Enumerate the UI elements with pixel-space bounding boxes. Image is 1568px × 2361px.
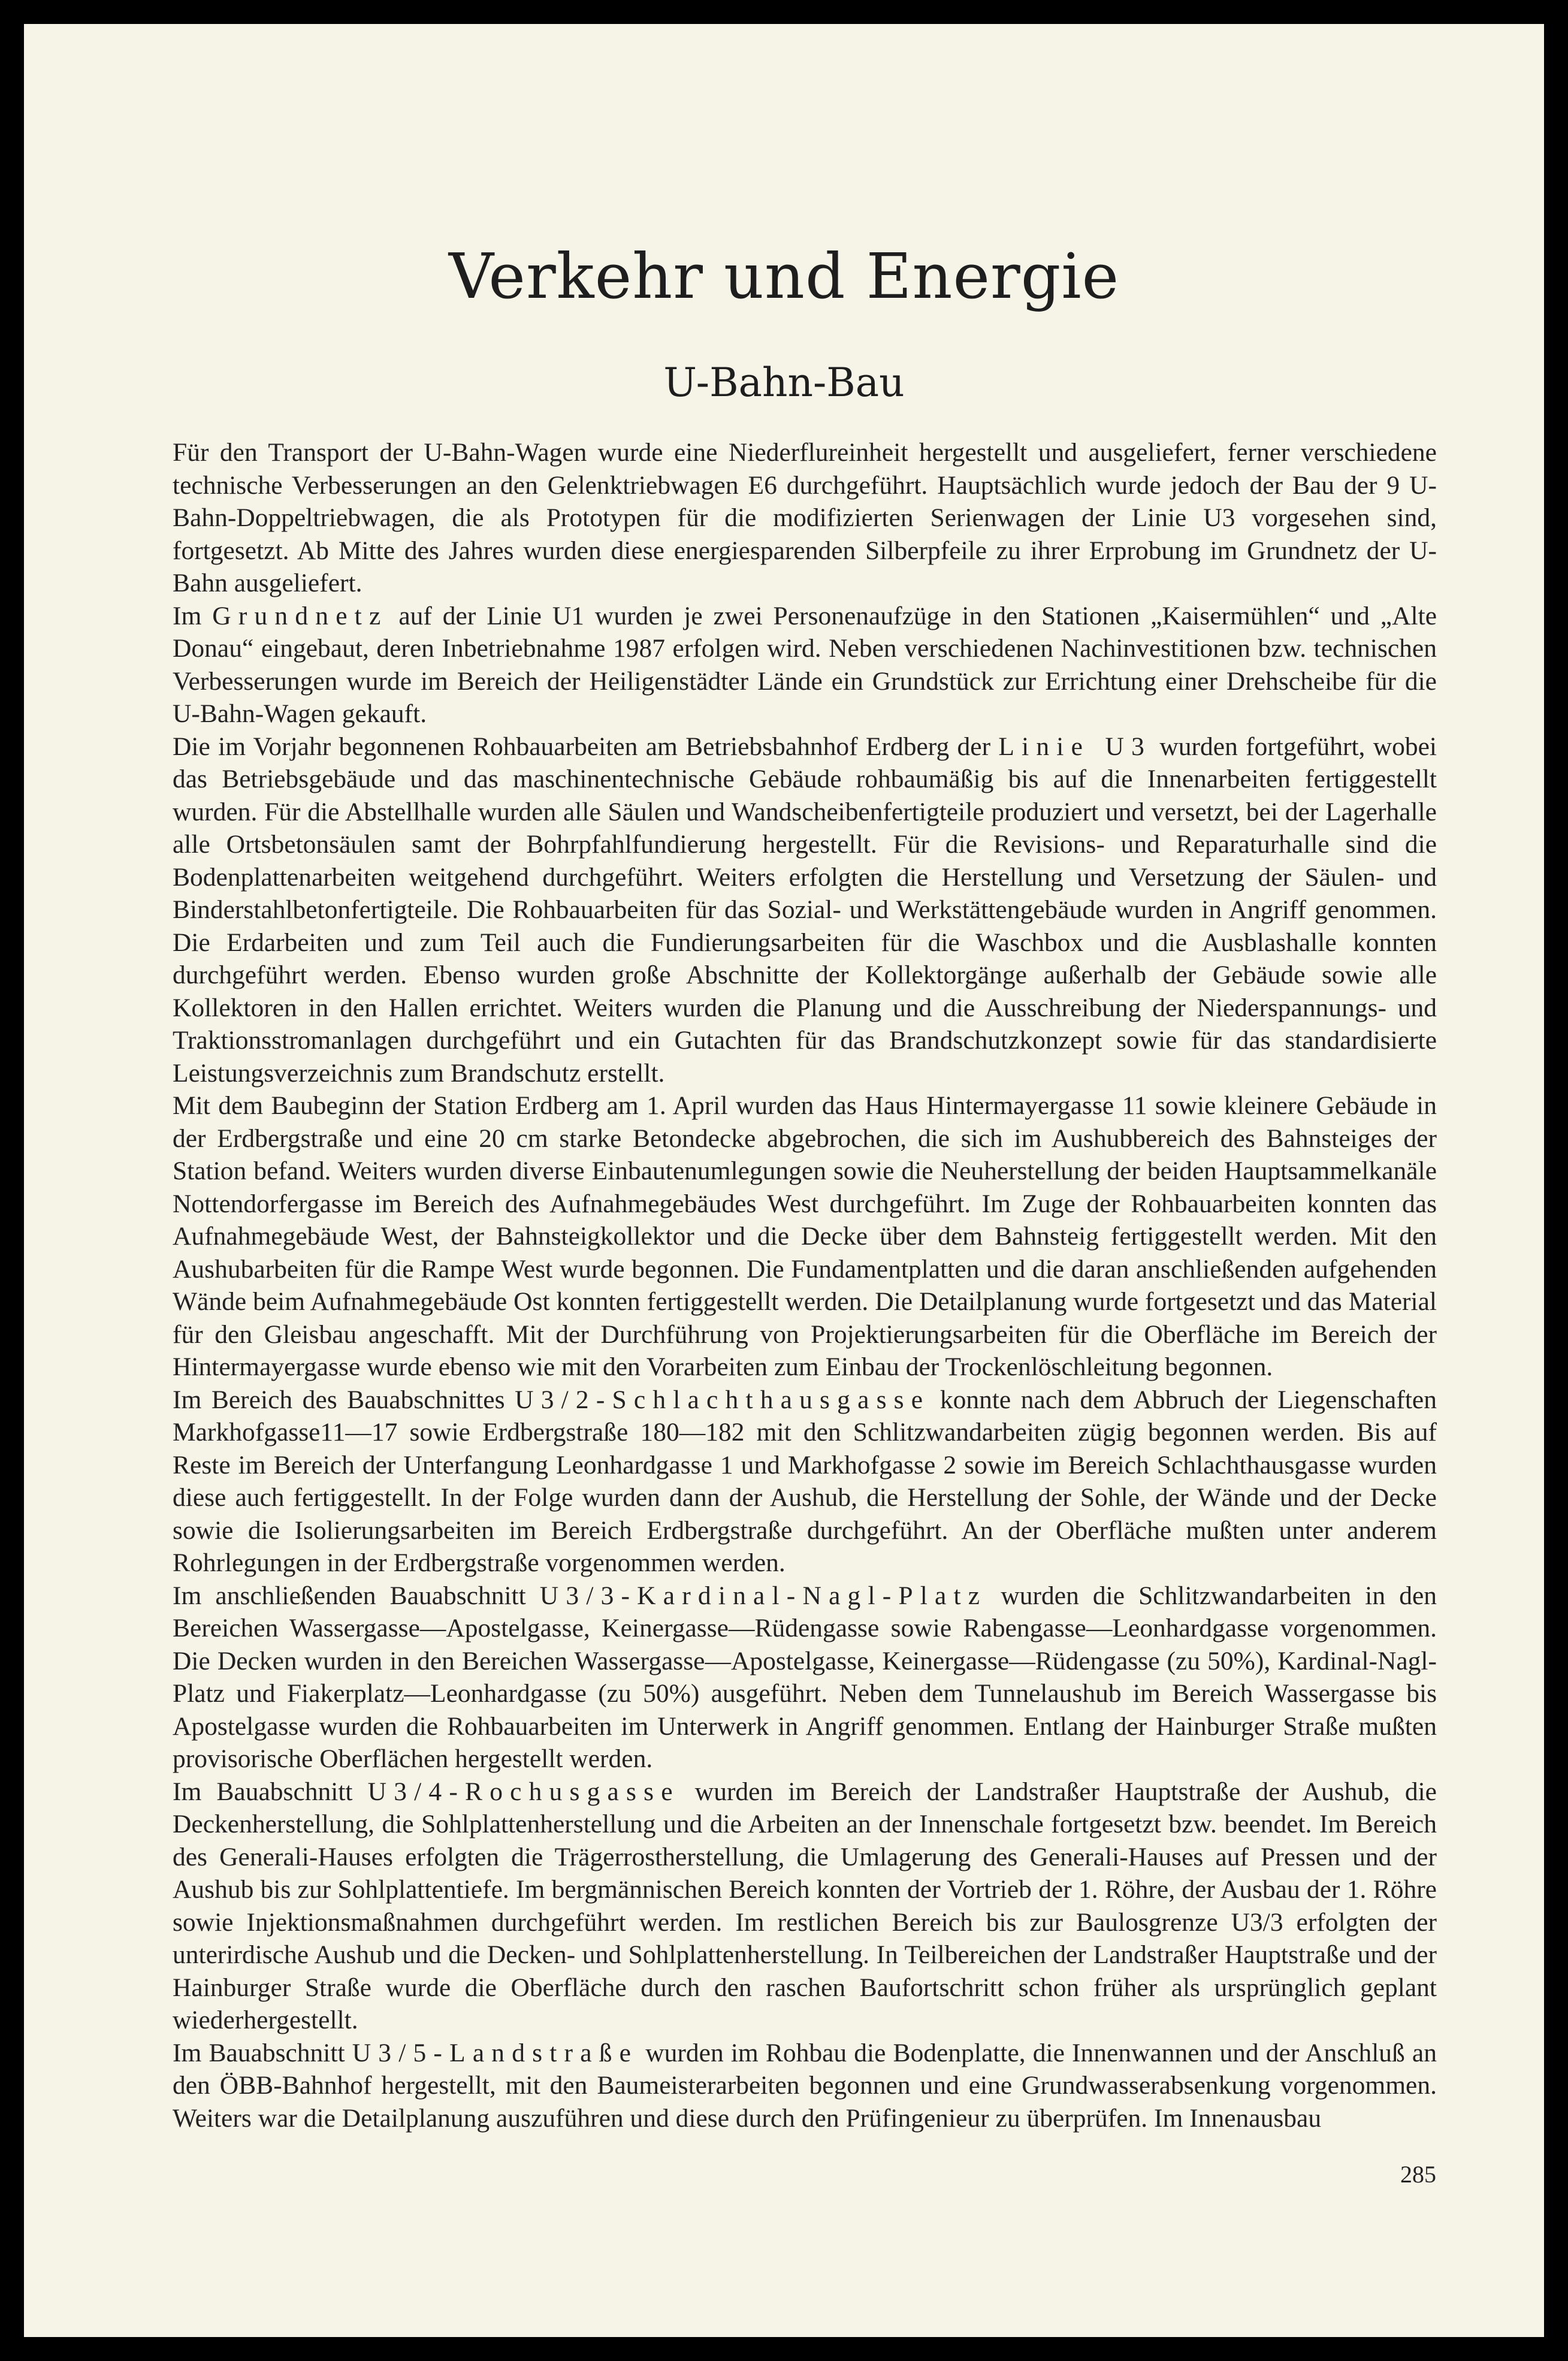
page-number: 285 [1400,2161,1436,2188]
paragraph-7: Im Bauabschnitt U3/4-Rochusgasse wurden im Bereich der Landstraßer Hauptstraße der Aushub, die Deckenherstellung, die Sohlplattenherstellung und die Arbeiten an der Innenschale fortgesetzt bzw. beendet. Im Bereich des Generali-Hauses erfolgten die Trägerrostherstellung, die Umlagerung des Generali-Hauses auf Pressen und der Aushub bis zur Sohlplattentiefe. Im bergmännischen Bereich konnten der Vortrieb der 1. Röhre, der Ausbau der 1. Röhre sowie Injektionsmaßnahmen durchgeführt werden. Im restlichen Bereich bis zur Baulosgrenze U3/3 erfolgten der unterirdische Aushub und die Decken- und Sohlplattenherstellung. In Teilbereichen der Landstraßer Hauptstraße und der Hainburger Straße wurde die Oberfläche durch den raschen Baufortschritt schon früher als ursprünglich geplant wiederhergestellt. [173,1777,1437,2034]
paragraph-6: Im anschließenden Bauabschnitt U3/3-Kardinal-Nagl-Platz wurden die Schlitzwandarbeiten in den Bereichen Wassergasse—Apostelgasse, Keinergasse—Rüdengasse sowie Rabengasse—Leonhardgasse vorgenommen. Die Decken wurden in den Bereichen Wassergasse—Apostelgasse, Keinergasse—Rüdengasse (zu 50%), Kardinal-Nagl-Platz und Fiakerplatz—Leonhardgasse (zu 50%) ausgeführt. Neben dem Tunnelaushub im Bereich Wassergasse bis Apostelgasse wurden die Rohbauarbeiten im Unterwerk in Angriff genommen. Entlang der Hainburger Straße mußten provisorische Oberflächen hergestellt werden. [173,1581,1437,1773]
paragraph-2: Im Grundnetz auf der Linie U1 wurden je zwei Personenaufzüge in den Stationen „Kaisermühlen“ und „Alte Donau“ eingebaut, deren Inbetriebnahme 1987 erfolgen wird. Neben verschiedenen Nachinvestitionen bzw. technischen Verbesserungen wurde im Bereich der Heiligenstädter Lände ein Grundstück zur Errichtung einer Drehscheibe für die U-Bahn-Wagen gekauft. [173,601,1437,728]
paragraph-8: Im Bauabschnitt U3/5-Landstraße wurden im Rohbau die Bodenplatte, die Innenwannen und der Anschluß an den ÖBB-Bahnhof hergestellt, mit den Baumeisterarbeiten begonnen und eine Grundwasserabsenkung vorgenommen. Weiters war die Detailplanung auszuführen und diese durch den Prüfingenieur zu überprüfen. Im Innenausbau [173,2038,1437,2133]
paragraph-3: Die im Vorjahr begonnenen Rohbauarbeiten am Betriebsbahnhof Erdberg der Linie U3 wurden fortgeführt, wobei das Betriebsgebäude und das maschinentechnische Gebäude rohbaumäßig bis auf die Innenarbeiten fertiggestellt wurden. Für die Abstellhalle wurden alle Säulen und Wandscheibenfertigteile produziert und versetzt, bei der Lagerhalle alle Ortsbetonsäulen samt der Bohrpfahlfundierung hergestellt. Für die Revisions- und Reparaturhalle sind die Bodenplattenarbeiten weitgehend durchgeführt. Weiters erfolgten die Herstellung und Versetzung der Säulen- und Binderstahlbetonfertigteile. Die Rohbauarbeiten für das Sozial- und Werkstättengebäude wurden in Angriff genommen. Die Erdarbeiten und zum Teil auch die Fundierungsarbeiten für die Waschbox und die Ausblashalle konnten durchgeführt werden. Ebenso wurden große Abschnitte der Kollektorgänge außerhalb der Gebäude sowie alle Kollektoren in den Hallen errichtet. Weiters wurden die Planung und die Ausschreibung der Niederspannungs- und Traktionsstromanlagen durchgeführt und ein Gutachten für das Brandschutzkonzept sowie für das standardisierte Leistungsverzeichnis zum Brandschutz erstellt. [173,732,1437,1088]
paragraph-4: Mit dem Baubeginn der Station Erdberg am 1. April wurden das Haus Hintermayergasse 11 sowie kleinere Gebäude in der Erdbergstraße und eine 20 cm starke Betondecke abgebrochen, die sich im Aushubbereich des Bahnsteiges der Station befand. Weiters wurden diverse Einbautenumlegungen sowie die Neuherstellung der beiden Hauptsammelkanäle Nottendorfergasse im Bereich des Aufnahmegebäudes West durchgeführt. Im Zuge der Rohbauarbeiten konnten das Aufnahmegebäude West, der Bahnsteigkollektor und die Decke über dem Bahnsteig fertiggestellt werden. Mit den Aushubarbeiten für die Rampe West wurde begonnen. Die Fundamentplatten und die daran anschließenden aufgehenden Wände beim Aufnahmegebäude Ost konnten fertiggestellt werden. Die Detailplanung wurde fortgesetzt und das Material für den Gleisbau angeschafft. Mit der Durchführung von Projektierungsarbeiten für die Oberfläche im Bereich der Hintermayergasse wurde ebenso wie mit den Vorarbeiten zum Einbau der Trockenlöschleitung begonnen. [173,1091,1437,1381]
spaced-emphasis: U3/3-Kardinal-Nagl-Platz [539,1581,987,1610]
spaced-emphasis: Grundnetz [212,601,388,630]
spaced-emphasis: U3/5-Landstraße [352,2038,639,2067]
paragraph-5: Im Bereich des Bauabschnittes U3/2-Schlachthausgasse konnte nach dem Abbruch der Liegenschaften Markhofgasse11—17 sowie Erdbergstraße 180—182 mit den Schlitzwandarbeiten zügig begonnen werden. Bis auf Reste im Bereich der Unterfangung Leonhardgasse 1 und Markhofgasse 2 sowie im Bereich Schlachthausgasse wurden diese auch fertiggestellt. In der Folge wurden dann der Aushub, die Herstellung der Sohle, der Wände und der Decke sowie die Isolierungsarbeiten im Bereich Erdbergstraße durchgeführt. An der Oberfläche mußten unter anderem Rohrlegungen in der Erdbergstraße vorgenommen werden. [173,1385,1437,1577]
section-heading: U-Bahn-Bau [663,360,905,406]
paragraph-1: Für den Transport der U-Bahn-Wagen wurde eine Niederflureinheit hergestellt und ausgeliefert, ferner verschiedene technische Verbesserungen an den Gelenktriebwagen E6 durchgeführt. Hauptsächlich wurde jedoch der Bau der 9 U-Bahn-Doppeltriebwagen, die als Prototypen für die modifizierten Serienwagen der Linie U3 vorgesehen sind, fortgesetzt. Ab Mitte des Jahres wurden diese energiesparenden Silberpfeile zu ihrer Erprobung im Grundnetz der U-Bahn ausgeliefert. [173,438,1437,597]
spaced-emphasis: U3/4-Rochusgasse [367,1777,680,1806]
body-text [173,436,1437,2134]
document-page [24,24,1544,2337]
spaced-emphasis: U3/2-Schlachthausgasse [515,1385,930,1414]
page-title: Verkehr und Energie [448,240,1120,313]
spaced-emphasis: Linie U3 [998,732,1152,761]
